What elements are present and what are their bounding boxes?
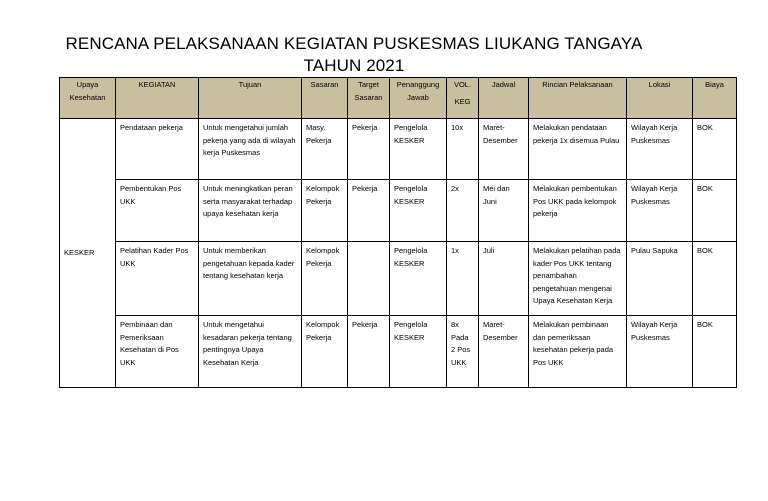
cell-rincian: Melakukan pendataan pekerja 1x disemua Pulau: [529, 119, 627, 180]
header-rincian: Rincian Pelaksanaan: [529, 78, 627, 119]
group-cell: KESKER: [60, 119, 116, 388]
header-lokasi: Lokasi: [627, 78, 693, 119]
cell-biaya: BOK: [693, 242, 737, 316]
cell-lokasi: Wilayah Kerja Puskesmas: [627, 316, 693, 388]
cell-penanggung: Pengelola KESKER: [390, 119, 447, 180]
header-sasaran: Sasaran: [302, 78, 348, 119]
table-row: [60, 316, 737, 388]
cell-target: Pekerja: [348, 316, 390, 388]
header-target: Target Sasaran: [348, 78, 390, 119]
cell-penanggung: Pengelola KESKER: [390, 180, 447, 242]
cell-jadwal: Juli: [479, 242, 529, 316]
table-row: [60, 180, 737, 242]
cell-lokasi: Wilayah Kerja Puskesmas: [627, 180, 693, 242]
cell-sasaran: Kelompok Pekerja: [302, 242, 348, 316]
cell-rincian: Melakukan pelatihan pada kader Pos UKK tentang penambahan pengetahuan mengenai Upaya Kesehatan Kerja: [529, 242, 627, 316]
cell-lokasi: Pulau Sapuka: [627, 242, 693, 316]
cell-tujuan: Untuk memberikan pengetahuan kepada kader tentang kesehatan kerja: [199, 242, 302, 316]
cell-biaya: BOK: [693, 316, 737, 388]
header-jadwal: Jadwal: [479, 78, 529, 119]
header-vol-label: VOL.: [453, 80, 472, 89]
cell-rincian: Melakukan pembentukan Pos UKK pada kelompok pekerja: [529, 180, 627, 242]
cell-kegiatan: Pendataan pekerja: [116, 119, 199, 180]
document-year: TAHUN 2021: [303, 56, 405, 75]
table-row: [60, 119, 737, 180]
cell-jadwal: Mei dan Juni: [479, 180, 529, 242]
cell-kegiatan: Pembinaan dan Pemeriksaan Kesehatan di Pos UKK: [116, 316, 199, 388]
cell-biaya: BOK: [693, 180, 737, 242]
cell-vol: 2x: [447, 180, 479, 242]
cell-jadwal: Maret-Desember: [479, 316, 529, 388]
header-row: [60, 78, 737, 119]
cell-sasaran: Masy. Pekerja: [302, 119, 348, 180]
cell-kegiatan: Pembentukan Pos UKK: [116, 180, 199, 242]
cell-tujuan: Untuk mengetahui kesadaran pekerja tentang pentingnya Upaya Kesehatan Kerja: [199, 316, 302, 388]
cell-vol: 10x: [447, 119, 479, 180]
cell-sasaran: Kelompok Pekerja: [302, 180, 348, 242]
table-row: [60, 242, 737, 316]
header-kegiatan: KEGIATAN: [116, 78, 199, 119]
cell-sasaran: Kelompok Pekerja: [302, 316, 348, 388]
cell-penanggung: Pengelola KESKER: [390, 316, 447, 388]
cell-jadwal: Maret-Desember: [479, 119, 529, 180]
cell-biaya: BOK: [693, 119, 737, 180]
header-keg-label: KEG: [454, 96, 471, 106]
cell-rincian: Melakukan pembinaan dan pemeriksaan kesehatan pekerja pada Pos UKK: [529, 316, 627, 388]
cell-target: Pekerja: [348, 119, 390, 180]
cell-kegiatan: Pelatihan Kader Pos UKK: [116, 242, 199, 316]
document-title: RENCANA PELAKSANAAN KEGIATAN PUSKESMAS LIUKANG TANGAYA: [65, 34, 643, 53]
header-biaya: Biaya: [693, 78, 737, 119]
cell-tujuan: Untuk mengetahui jumlah pekerja yang ada di wilayah kerja Puskesmas: [199, 119, 302, 180]
header-vol: [447, 78, 479, 119]
header-upaya: Upaya Kesehatan: [60, 78, 116, 119]
cell-target: Pekerja: [348, 180, 390, 242]
cell-target: [348, 242, 390, 316]
header-penanggung: Penanggung Jawab: [390, 78, 447, 119]
cell-vol: 8x Pada 2 Pos UKK: [447, 316, 479, 388]
cell-lokasi: Wilayah Kerja Puskesmas: [627, 119, 693, 180]
cell-penanggung: Pengelola KESKER: [390, 242, 447, 316]
header-tujuan: Tujuan: [199, 78, 302, 119]
cell-tujuan: Untuk meningkatkan peran serta masyarakat terhadap upaya kesehatan kerja: [199, 180, 302, 242]
activity-plan-table: [59, 77, 737, 388]
cell-vol: 1x: [447, 242, 479, 316]
